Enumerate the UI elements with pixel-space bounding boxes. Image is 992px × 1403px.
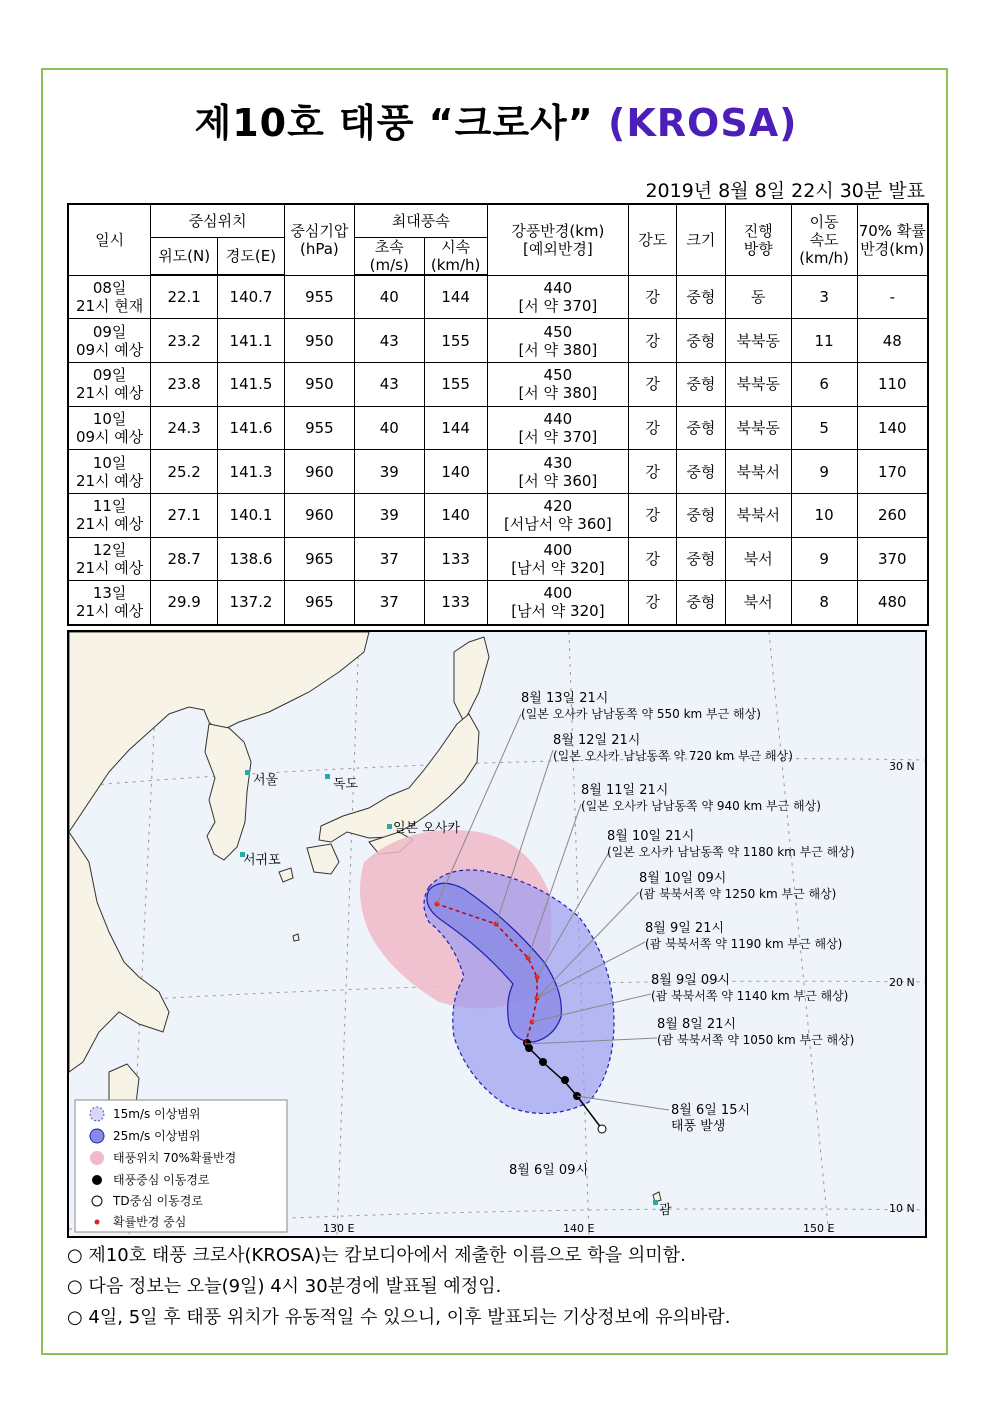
- label-dokdo: 독도: [333, 777, 359, 792]
- cell-lat: 23.2: [151, 319, 218, 363]
- cell-size: 중형: [677, 275, 726, 319]
- cell-speed: 8: [791, 581, 857, 625]
- cell-direction: 북북서: [725, 450, 791, 494]
- cell-prob-radius: 48: [857, 319, 928, 363]
- cell-radius: 440 [서 약 370]: [487, 406, 629, 450]
- cell-kmh: 140: [424, 493, 487, 537]
- cell-speed: 9: [791, 537, 857, 581]
- table-row: [68, 362, 928, 406]
- page-title: [0, 92, 992, 147]
- cell-size: 중형: [677, 319, 726, 363]
- annot-09-21-t1: 8월 9일 21시: [645, 921, 725, 936]
- table-row: [68, 406, 928, 450]
- cell-radius: 420 [서남서 약 360]: [487, 493, 629, 537]
- legend-gale15: 15m/s 이상범위: [113, 1107, 201, 1121]
- cell-speed: 5: [791, 406, 857, 450]
- cell-ms: 37: [354, 581, 424, 625]
- label-osaka: 일본 오사카: [393, 821, 460, 836]
- annot-12-21-t2: (일본 오사카 남남동쪽 약 720 km 부근 해상): [553, 749, 793, 763]
- annot-13-21-t1: 8월 13일 21시: [521, 691, 609, 706]
- cell-kmh: 144: [424, 275, 487, 319]
- cell-ms: 37: [354, 537, 424, 581]
- cell-prob-radius: 140: [857, 406, 928, 450]
- cell-pressure: 965: [284, 537, 354, 581]
- cell-lon: 140.1: [218, 493, 285, 537]
- cell-direction: 북서: [725, 537, 791, 581]
- table-row: [68, 581, 928, 625]
- cell-ms: 43: [354, 319, 424, 363]
- forecast-table: [67, 203, 929, 626]
- label-lon-130: 130 E: [323, 1222, 355, 1235]
- cell-ms: 40: [354, 275, 424, 319]
- annot-10-21-t2: (일본 오사카 남남동쪽 약 1180 km 부근 해상): [607, 845, 855, 859]
- cell-size: 중형: [677, 362, 726, 406]
- cell-datetime: 10일 21시 예상: [68, 450, 151, 494]
- cell-intensity: 강: [629, 493, 677, 537]
- cell-size: 중형: [677, 450, 726, 494]
- title-korean: 제10호 태풍 “크로사”: [194, 101, 594, 145]
- map-svg: [69, 632, 925, 1236]
- annot-10-09-t2: (괌 북북서쪽 약 1250 km 부근 해상): [639, 887, 837, 901]
- cell-size: 중형: [677, 406, 726, 450]
- annot-13-21-t2: (일본 오사카 남남동쪽 약 550 km 부근 해상): [521, 707, 761, 721]
- header-size: 크기: [677, 204, 726, 275]
- label-seogwipo: 서귀포: [243, 853, 281, 868]
- note-2: ○ 다음 정보는 오늘(9일) 4시 30분경에 발표될 예정임.: [67, 1276, 502, 1297]
- cell-datetime: 11일 21시 예상: [68, 493, 151, 537]
- table-row: [68, 537, 928, 581]
- cell-lon: 137.2: [218, 581, 285, 625]
- cell-datetime: 09일 09시 예상: [68, 319, 151, 363]
- cell-kmh: 133: [424, 537, 487, 581]
- table-row: [68, 275, 928, 319]
- label-lat-10: 10 N: [889, 1202, 915, 1215]
- note-3: ○ 4일, 5일 후 태풍 위치가 유동적일 수 있으니, 이후 발표되는 기상정보에 유의바람.: [67, 1307, 731, 1328]
- cell-direction: 북북서: [725, 493, 791, 537]
- annot-09-09-t1: 8월 9일 09시: [651, 973, 731, 988]
- cell-pressure: 965: [284, 581, 354, 625]
- cell-intensity: 강: [629, 450, 677, 494]
- typhoon-track-map: [67, 630, 927, 1238]
- legend-forecast-center: 확률반경 중심: [113, 1215, 187, 1229]
- annot-11-21-t2: (일본 오사카 남남동쪽 약 940 km 부근 해상): [581, 799, 821, 813]
- legend-gale25-icon: [90, 1129, 104, 1143]
- annot-09-21-t2: (괌 북북서쪽 약 1190 km 부근 해상): [645, 937, 843, 951]
- header-lon: 경도(E): [218, 237, 285, 275]
- cell-lat: 25.2: [151, 450, 218, 494]
- header-time: 일시: [68, 204, 151, 275]
- cell-radius: 430 [서 약 360]: [487, 450, 629, 494]
- cell-direction: 북서: [725, 581, 791, 625]
- legend-td-icon: [92, 1196, 102, 1206]
- title-english: (KROSA): [607, 101, 798, 145]
- cell-direction: 북북동: [725, 406, 791, 450]
- annot-06-15-t2: 태풍 발생: [671, 1119, 726, 1134]
- cell-size: 중형: [677, 581, 726, 625]
- cell-direction: 동: [725, 275, 791, 319]
- label-lon-140: 140 E: [563, 1222, 595, 1235]
- cell-lat: 22.1: [151, 275, 218, 319]
- cell-radius: 400 [남서 약 320]: [487, 581, 629, 625]
- cell-lon: 141.6: [218, 406, 285, 450]
- annot-10-21-t1: 8월 10일 21시: [607, 829, 695, 844]
- cell-kmh: 144: [424, 406, 487, 450]
- annot-10-09-t1: 8월 10일 09시: [639, 871, 727, 886]
- label-lon-150: 150 E: [803, 1222, 835, 1235]
- header-ms: 초속 (m/s): [354, 237, 424, 275]
- cell-datetime: 09일 21시 예상: [68, 362, 151, 406]
- cell-ms: 39: [354, 450, 424, 494]
- cell-pressure: 950: [284, 362, 354, 406]
- label-lat-20: 20 N: [889, 976, 915, 989]
- annot-06-15-t1: 8월 6일 15시: [671, 1103, 751, 1118]
- cell-pressure: 955: [284, 275, 354, 319]
- label-guam: 괌: [659, 1203, 672, 1218]
- td-center-icon: [598, 1125, 606, 1133]
- cell-radius: 450 [서 약 380]: [487, 319, 629, 363]
- cell-lon: 141.3: [218, 450, 285, 494]
- cell-prob-radius: 170: [857, 450, 928, 494]
- cell-radius: 440 [서 약 370]: [487, 275, 629, 319]
- cell-ms: 39: [354, 493, 424, 537]
- cell-lon: 141.1: [218, 319, 285, 363]
- cell-size: 중형: [677, 537, 726, 581]
- table-row: [68, 319, 928, 363]
- legend-prob70: 태풍위치 70%확률반경: [113, 1151, 237, 1165]
- cell-lat: 23.8: [151, 362, 218, 406]
- label-lat-30: 30 N: [889, 760, 915, 773]
- cell-lat: 29.9: [151, 581, 218, 625]
- cell-kmh: 140: [424, 450, 487, 494]
- annot-08-21-t1: 8월 8일 21시: [657, 1017, 737, 1032]
- cell-intensity: 강: [629, 362, 677, 406]
- cell-lon: 140.7: [218, 275, 285, 319]
- cell-direction: 북북동: [725, 319, 791, 363]
- header-speed: 이동 속도 (km/h): [791, 204, 857, 275]
- legend-td-track: TD중심 이동경로: [113, 1194, 203, 1208]
- annot-12-21-t1: 8월 12일 21시: [553, 733, 641, 748]
- cell-size: 중형: [677, 493, 726, 537]
- cell-speed: 11: [791, 319, 857, 363]
- table-row: [68, 450, 928, 494]
- cell-kmh: 133: [424, 581, 487, 625]
- annot-09-09-t2: (괌 북북서쪽 약 1140 km 부근 해상): [651, 989, 849, 1003]
- header-maxwind: 최대풍속: [354, 204, 487, 237]
- cell-prob-radius: 480: [857, 581, 928, 625]
- map-legend: [75, 1100, 287, 1232]
- annot-06-09-t1: 8월 6일 09시: [509, 1163, 589, 1178]
- cell-kmh: 155: [424, 319, 487, 363]
- table-row: [68, 493, 928, 537]
- cell-prob-radius: 370: [857, 537, 928, 581]
- cell-radius: 450 [서 약 380]: [487, 362, 629, 406]
- annot-08-21-t2: (괌 북북서쪽 약 1050 km 부근 해상): [657, 1033, 855, 1047]
- cell-datetime: 08일 21시 현재: [68, 275, 151, 319]
- header-direction: 진행 방향: [725, 204, 791, 275]
- legend-gale15-icon: [90, 1107, 104, 1121]
- cell-speed: 9: [791, 450, 857, 494]
- cell-prob-radius: -: [857, 275, 928, 319]
- legend-prob70-icon: [90, 1151, 104, 1165]
- cell-lon: 138.6: [218, 537, 285, 581]
- annot-11-21-t1: 8월 11일 21시: [581, 783, 669, 798]
- cell-pressure: 960: [284, 450, 354, 494]
- header-prob-radius: 70% 확률 반경(km): [857, 204, 928, 275]
- cell-speed: 6: [791, 362, 857, 406]
- cell-datetime: 10일 09시 예상: [68, 406, 151, 450]
- cell-prob-radius: 110: [857, 362, 928, 406]
- notes: [67, 1240, 730, 1333]
- header-pressure: 중심기압 (hPa): [284, 204, 354, 275]
- header-radius: 강풍반경(km) [예외반경]: [487, 204, 629, 275]
- cell-pressure: 955: [284, 406, 354, 450]
- issued-time: 2019년 8월 8일 22시 30분 발표: [645, 180, 925, 202]
- cell-kmh: 155: [424, 362, 487, 406]
- note-1: ○ 제10호 태풍 크로사(KROSA)는 캄보디아에서 제출한 이름으로 학을 의미함.: [67, 1245, 686, 1266]
- cell-speed: 10: [791, 493, 857, 537]
- cell-datetime: 12일 21시 예상: [68, 537, 151, 581]
- cell-lat: 28.7: [151, 537, 218, 581]
- cell-lat: 27.1: [151, 493, 218, 537]
- cell-intensity: 강: [629, 275, 677, 319]
- cell-ms: 43: [354, 362, 424, 406]
- legend-forecast-dot-icon: [95, 1220, 100, 1225]
- cell-datetime: 13일 21시 예상: [68, 581, 151, 625]
- header-lat: 위도(N): [151, 237, 218, 275]
- header-intensity: 강도: [629, 204, 677, 275]
- cell-intensity: 강: [629, 581, 677, 625]
- header-center: 중심위치: [151, 204, 285, 237]
- cell-intensity: 강: [629, 537, 677, 581]
- cell-prob-radius: 260: [857, 493, 928, 537]
- label-seoul: 서울: [253, 773, 279, 788]
- cell-direction: 북북동: [725, 362, 791, 406]
- cell-lon: 141.5: [218, 362, 285, 406]
- cell-pressure: 950: [284, 319, 354, 363]
- cell-intensity: 강: [629, 406, 677, 450]
- header-kmh: 시속 (km/h): [424, 237, 487, 275]
- cell-intensity: 강: [629, 319, 677, 363]
- cell-radius: 400 [남서 약 320]: [487, 537, 629, 581]
- cell-lat: 24.3: [151, 406, 218, 450]
- legend-typhoon-icon: [92, 1175, 102, 1185]
- legend-gale25: 25m/s 이상범위: [113, 1129, 201, 1143]
- cell-speed: 3: [791, 275, 857, 319]
- cell-pressure: 960: [284, 493, 354, 537]
- legend-track: 태풍중심 이동경로: [113, 1173, 210, 1187]
- cell-ms: 40: [354, 406, 424, 450]
